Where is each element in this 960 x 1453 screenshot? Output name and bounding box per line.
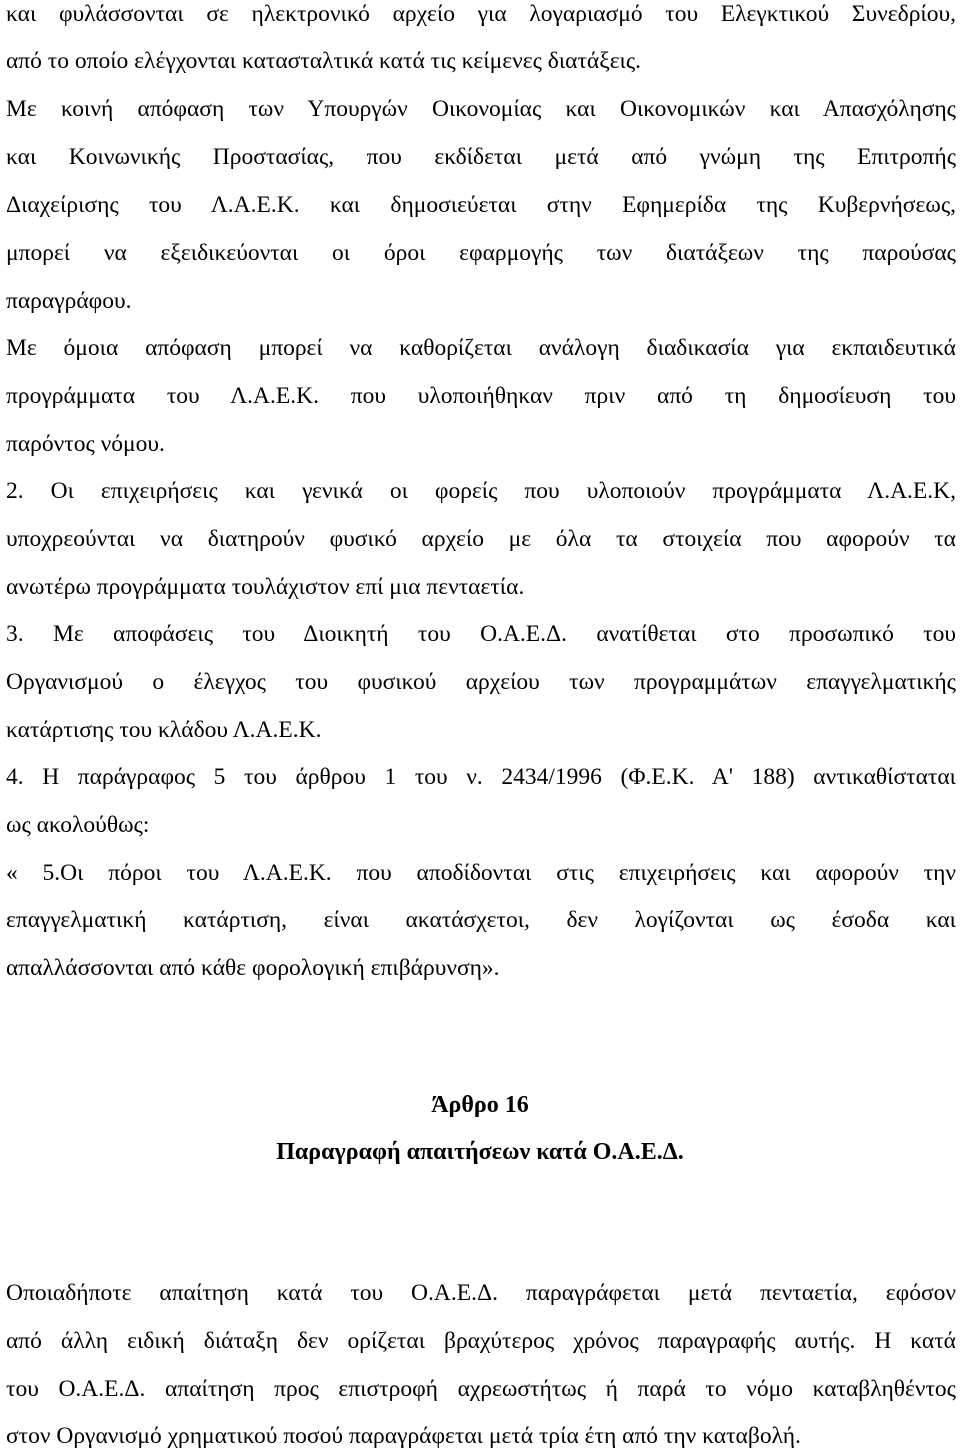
- text-line: του Ο.Α.Ε.Δ. απαίτηση προς επιστροφή αχρεωστήτως ή παρά το νόμο καταβληθέντος: [6, 1376, 956, 1402]
- text-line: απαλλάσσονται από κάθε φορολογική επιβάρυνση».: [6, 955, 500, 981]
- article-title: Παραγραφή απαιτήσεων κατά Ο.Α.Ε.Δ.: [276, 1139, 684, 1165]
- text-line: ανωτέρω προγράμματα τουλάχιστον επί μια πενταετία.: [6, 574, 525, 600]
- text-line: από άλλη ειδική διάταξη δεν ορίζεται βραχύτερος χρόνος παραγραφής αυτής. Η κατά: [6, 1328, 956, 1354]
- text-line: υποχρεούνται να διατηρούν φυσικό αρχείο με όλα τα στοιχεία που αφορούν τα: [6, 526, 956, 552]
- text-line: και Κοινωνικής Προστασίας, που εκδίδεται μετά από γνώμη της Επιτροπής: [6, 144, 956, 170]
- text-line: « 5.Οι πόροι του Λ.Α.Ε.Κ. που αποδίδονται στις επιχειρήσεις και αφορούν την: [6, 860, 956, 886]
- text-line: 3. Με αποφάσεις του Διοικητή του Ο.Α.Ε.Δ. ανατίθεται στο προσωπικό του: [6, 621, 956, 647]
- text-line: Με κοινή απόφαση των Υπουργών Οικονομίας και Οικονομικών και Απασχόλησης: [6, 96, 956, 122]
- text-line: Οργανισμού ο έλεγχος του φυσικού αρχείου των προγραμμάτων επαγγελματικής: [6, 669, 956, 695]
- text-line: Με όμοια απόφαση μπορεί να καθορίζεται ανάλογη διαδικασία για εκπαιδευτικά: [6, 335, 956, 361]
- text-line: από το οποίο ελέγχονται κατασταλτικά κατά τις κείμενες διατάξεις.: [6, 48, 642, 74]
- text-line: ως ακολούθως:: [6, 812, 150, 838]
- text-line: παρόντος νόμου.: [6, 431, 165, 457]
- text-line: παραγράφου.: [6, 288, 132, 314]
- text-line: προγράμματα του Λ.Α.Ε.Κ. που υλοποιήθηκαν πριν από τη δημοσίευση του: [6, 383, 956, 409]
- text-line: κατάρτισης του κλάδου Λ.Α.Ε.Κ.: [6, 717, 322, 743]
- text-line: 4. Η παράγραφος 5 του άρθρου 1 του ν. 2434/1996 (Φ.Ε.Κ. Α' 188) αντικαθίσταται: [6, 764, 956, 790]
- text-line: Διαχείρισης του Λ.Α.Ε.Κ. και δημοσιεύεται στην Εφημερίδα της Κυβερνήσεως,: [6, 192, 956, 218]
- text-line: επαγγελματική κατάρτιση, είναι ακατάσχετοι, δεν λογίζονται ως έσοδα και: [6, 907, 956, 933]
- text-line: μπορεί να εξειδικεύονται οι όροι εφαρμογής των διατάξεων της παρούσας: [6, 240, 956, 266]
- text-line: και φυλάσσονται σε ηλεκτρονικό αρχείο για λογαριασμό του Ελεγκτικού Συνεδρίου,: [6, 1, 956, 27]
- text-line: Οποιαδήποτε απαίτηση κατά του Ο.Α.Ε.Δ. παραγράφεται μετά πενταετία, εφόσον: [6, 1280, 956, 1306]
- text-line: 2. Οι επιχειρήσεις και γενικά οι φορείς που υλοποιούν προγράμματα Λ.Α.Ε.Κ,: [6, 478, 956, 504]
- article-number: Άρθρο 16: [431, 1092, 529, 1118]
- text-line: στον Οργανισμό χρηματικού ποσού παραγράφεται μετά τρία έτη από την καταβολή.: [6, 1423, 801, 1449]
